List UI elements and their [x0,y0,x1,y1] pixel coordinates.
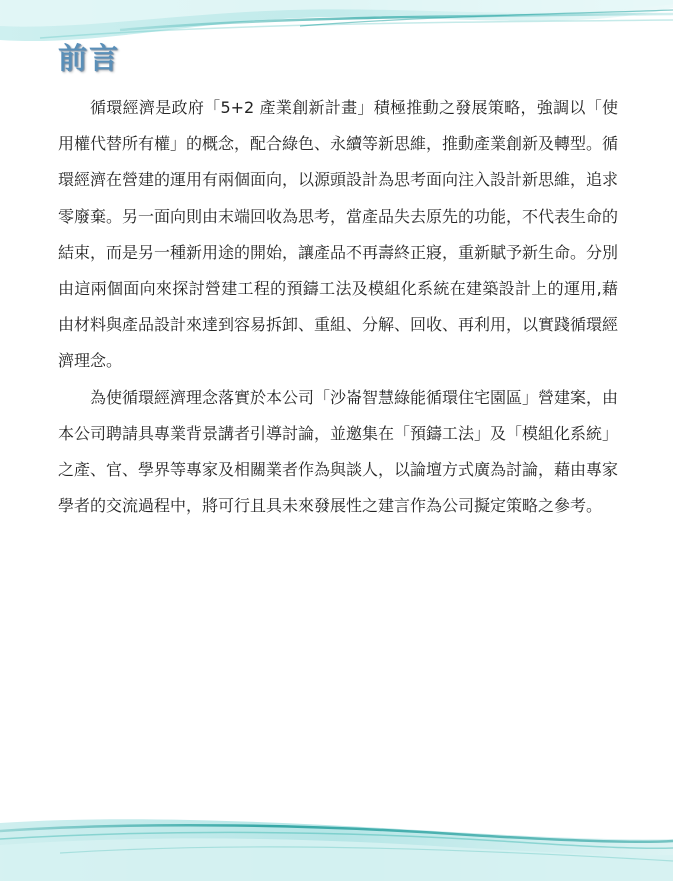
bottom-wave-decoration [0,801,673,881]
paragraph: 循環經濟是政府「5+2 產業創新計畫」積極推動之發展策略，強調以「使用權代替所有權」的概念，配合綠色、永續等新思維，推動產業創新及轉型。循環經濟在營建的運用有兩個面向，以源頭設計為思考面向注入設計新思維，追求零廢棄。另一面向則由末端回收為思考，當產品失去原先的功能，不代表生命的結束，而是另一種新用途的開始，讓產品不再壽終正寢，重新賦予新生命。分別由這兩個面向來探討營建工程的預鑄工法及模組化系統在建築設計上的運用,藉由材料與產品設計來達到容易拆卸、重組、分解、回收、再利用，以實踐循環經濟理念。 [58,98,619,371]
page-title: 前言 [58,41,121,75]
paragraph: 為使循環經濟理念落實於本公司「沙崙智慧綠能循環住宅園區」營建案，由本公司聘請具專業背景講者引導討論，並邀集在「預鑄工法」及「模組化系統」之產、官、學界等專家及相關業者作為與談人，以論壇方式廣為討論，藉由專家學者的交流過程中，將可行且具未來發展性之建言作為公司擬定策略之參考。 [58,387,619,516]
body-text [58,90,618,524]
